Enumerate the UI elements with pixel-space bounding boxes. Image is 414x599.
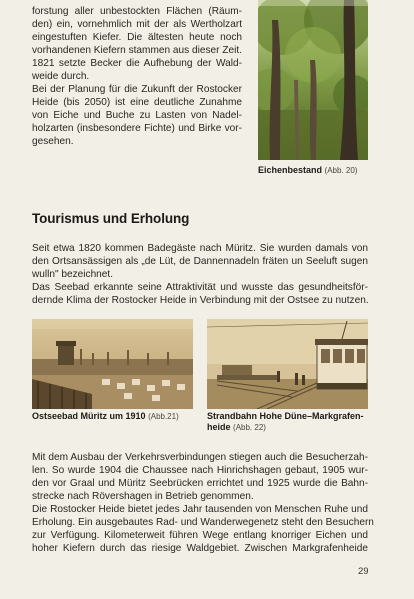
caption-title-cont: heide [207,422,231,432]
caption-title: Strandbahn Hohe Düne–Markgrafen- [207,411,364,421]
section-paragraph-1 [32,242,368,307]
oak-forest-photo [258,0,368,160]
text-line: den vor Graal und Müritz Seebrücken errichtet und 1925 wurde die Bahn- [32,478,368,489]
section-paragraph-2 [32,451,374,555]
text-line: vorhandenen Kiefern stammen aus dieser Zeit. [32,45,242,56]
caption-title: Ostseebad Müritz um 1910 [32,411,146,421]
text-line: Die Rostocker Heide bietet jedes Jahr tausenden von Menschen Ruhe und [32,504,368,515]
figure-ref: (Abb.21) [148,412,179,421]
text-line: Erholung. Ein ausgebautes Rad- und Wanderwegenetz steht den Besuchern [32,517,374,528]
text-line: wulln" bezeichnet. [32,269,114,280]
text-line: Mit dem Ausbau der Verkehrsverbindungen stiegen auch die Besucherzah- [32,452,368,463]
text-line: Das Seebad erkannte seine Attraktivität und wusste das gesundheitsför- [32,282,368,293]
text-line: gesehen. [32,136,74,147]
muritz-beach-photo [32,319,193,409]
oak-photo-caption [258,165,357,176]
muritz-photo-caption [32,411,179,422]
section-heading: Tourismus und Erholung [32,211,190,226]
text-line: strecke nach Rövershagen in Betrieb genommen. [32,491,254,502]
text-line: zur Verfügung. Kilometerweit führen Wege entlang knorriger Eichen und [32,530,368,541]
text-line: dernde Klima der Rostocker Heide in Verbindung mit der Ostsee zu nutzen. [32,295,369,306]
text-line: 1821 setzte Becker die Aufhebung der Wald- [32,58,242,69]
caption-title: Eichenbestand [258,165,323,175]
tram-photo-caption [207,411,364,433]
text-line: Bei der Planung für die Zukunft der Rostocker [32,84,242,95]
intro-paragraph [32,5,242,148]
text-line: len. So wurde 1904 die Chaussee nach Hinrichshagen gebaut, 1905 wur- [32,465,368,476]
figure-ref: (Abb. 22) [233,423,266,432]
text-line: den) ein, vornehmlich mit der als Wertholzart [32,19,242,30]
text-line: hoher Kiefern durch das riesige Waldgebiet. Zwischen Markgrafenheide [32,543,368,554]
text-line: holzarten (insbesondere Fichte) und Birke vor- [32,123,242,134]
page-number: 29 [358,566,369,577]
text-line: von Eiche und Buche zu Lasten von Nadel- [32,110,242,121]
text-line: eingestuften Kiefer. Die ältesten heute noch [32,32,242,43]
tram-photo [207,319,368,409]
figure-ref: (Abb. 20) [324,166,358,175]
text-line: den Ortsansässigen als „de Lüt, de Dannennadeln fräten un Seeluft sugen [32,256,368,267]
text-line: weide durch. [32,71,90,82]
text-line: forstung aller unbestockten Flächen (Räum- [32,6,242,17]
text-line: Heide (bis 2050) ist eine deutliche Zunahme [32,97,242,108]
text-line: Seit etwa 1820 kommen Badegäste nach Müritz. Sie wurden damals von [32,243,368,254]
